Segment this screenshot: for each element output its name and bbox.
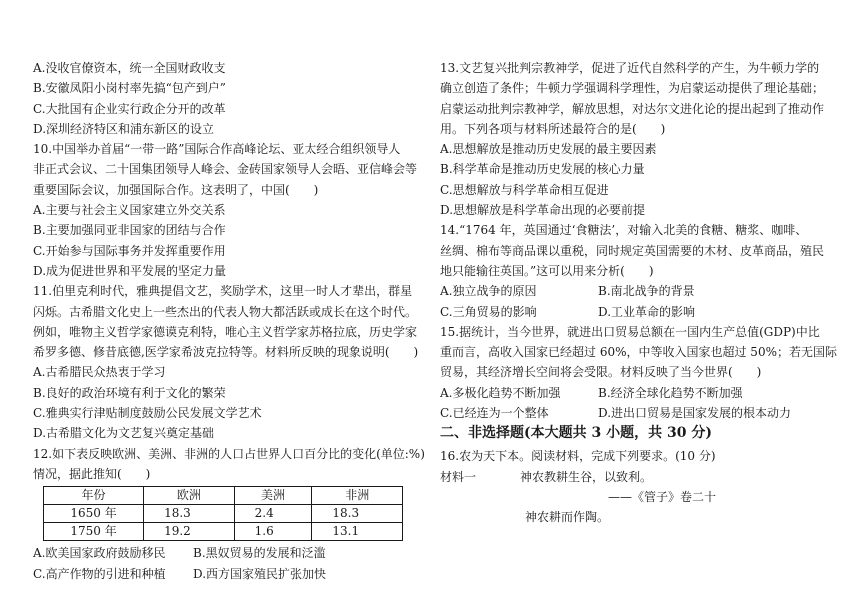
q12-option-d: D.西方国家殖民扩张加快 bbox=[193, 566, 327, 581]
q14-stem-line: 丝绸、棉布等商品课以重税，同时规定英国需要的木材、皮革商品，殖民 bbox=[440, 243, 825, 258]
material-quote-2: 神农耕而作陶。 bbox=[525, 509, 610, 524]
table-row bbox=[44, 505, 403, 523]
q11-stem-line: 希罗多德、修昔底德,医学家希波克拉特等。材料所反映的现象说明( ) bbox=[33, 345, 419, 360]
q11-option-a: A.古希腊民众热衷于学习 bbox=[33, 365, 166, 380]
q13-stem-line: 13.文艺复兴批判宗教神学，促进了近代自然科学的产生，为牛顿力学的 bbox=[440, 61, 820, 75]
q12-options-row-2 bbox=[33, 566, 428, 583]
q16-material-1 bbox=[440, 469, 835, 486]
q13-option-a: A.思想解放是推动历史发展的最主要因素 bbox=[440, 142, 657, 157]
q14-option-b: B.南北战争的背景 bbox=[598, 284, 695, 299]
q11-option-d: D.古希腊文化为文艺复兴奠定基础 bbox=[33, 426, 215, 441]
table-header: 欧洲 bbox=[144, 487, 235, 505]
table-cell: 18.3 bbox=[144, 505, 235, 523]
q10-option-d: D.成为促进世界和平发展的坚定力量 bbox=[33, 263, 227, 278]
q10-stem bbox=[33, 141, 428, 199]
right-column bbox=[440, 60, 835, 526]
q12-stem-line: 12.如下表反映欧洲、美洲、非洲的人口占世界人口百分比的变化(单位:%) bbox=[33, 446, 425, 461]
q11-stem-line: 11.伯里克利时代，雅典提倡文艺，奖励学术，这里一时人才辈出，群星 bbox=[33, 284, 413, 299]
q12-option-c: C.高产作物的引进和种植 bbox=[33, 566, 166, 581]
q15-option-c: C.已经连为一个整体 bbox=[440, 406, 549, 421]
q10-stem-line: 重要国际会议，加强国际合作。这表明了，中国( ) bbox=[33, 182, 319, 197]
q15-stem-line: 15.据统计，当今世界，就进出口贸易总额在一国内生产总值(GDP)中比 bbox=[440, 324, 820, 339]
q12-option-a: A.欧美国家政府鼓励移民 bbox=[33, 546, 166, 561]
q15-option-b: B.经济全球化趋势不断加强 bbox=[598, 385, 743, 400]
q14-option-a: A.独立战争的原因 bbox=[440, 284, 537, 299]
q13-stem-line: 确立创造了条件；牛顿力学强调科学理性，为启蒙运动提供了理论基础； bbox=[440, 81, 825, 96]
q14-stem bbox=[440, 222, 835, 280]
q9-option-b: B.安徽凤阳小岗村率先搞“包产到户” bbox=[33, 81, 226, 96]
q10-option-a: A.主要与社会主义国家建立外交关系 bbox=[33, 203, 226, 218]
left-column bbox=[33, 60, 428, 586]
q10-option-b: B.主要加强同亚非国家的团结与合作 bbox=[33, 223, 226, 238]
material-label: 材料一 bbox=[440, 469, 477, 484]
q13-stem-line: 启蒙运动批判宗教神学，解放思想，对达尔文进化论的提出起到了推动作 bbox=[440, 101, 825, 116]
q10-stem-line: 10.中国举办首届“一带一路”国际合作高峰论坛、亚太经合组织领导人 bbox=[33, 142, 401, 157]
table-cell: 13.1 bbox=[312, 523, 403, 541]
table-header: 年份 bbox=[44, 487, 144, 505]
q15-stem-line: 贸易，其经济增长空间将会受限。材料反映了当今世界( ) bbox=[440, 365, 762, 380]
q15-options-row-2 bbox=[440, 405, 835, 422]
q12-stem bbox=[33, 446, 428, 483]
material-quote: 神农教耕生谷，以致利。 bbox=[520, 469, 653, 484]
q9-option-c: C.大批国有企业实行政企分开的改革 bbox=[33, 101, 226, 116]
q15-stem bbox=[440, 324, 835, 382]
q14-stem-line: 14.“1764 年，英国通过‘食糖法’，对输入北美的食糖、糖浆、咖啡、 bbox=[440, 223, 808, 238]
q15-stem-line: 重而言，高收入国家已经超过 60%，中等收入国家也超过 50%；若无国际 bbox=[440, 345, 837, 360]
q13-option-b: B.科学革命是推动历史发展的核心力量 bbox=[440, 162, 645, 177]
quote-source: ——《管子》卷二十 bbox=[608, 489, 717, 504]
q15-options-row-1 bbox=[440, 385, 835, 402]
q10-stem-line: 非正式会议、二十国集团领导人峰会、金砖国家领导人会晤、亚信峰会等 bbox=[33, 162, 418, 177]
population-table bbox=[43, 486, 403, 541]
q11-option-b: B.良好的政治环境有利于文化的繁荣 bbox=[33, 385, 226, 400]
q14-options-row-1 bbox=[440, 283, 835, 300]
table-row bbox=[44, 523, 403, 541]
q16-stem: 16.农为天下本。阅读材料，完成下列要求。(10 分) bbox=[440, 449, 716, 464]
table-cell: 1650 年 bbox=[44, 505, 144, 523]
q9-option-a: A.没收官僚资本，统一全国财政收支 bbox=[33, 61, 226, 75]
q12-options-row-1 bbox=[33, 545, 428, 562]
table-cell: 18.3 bbox=[312, 505, 403, 523]
q13-stem-line: 用。下列各项与材料所述最符合的是( ) bbox=[440, 121, 666, 136]
q13-option-c: C.思想解放与科学革命相互促进 bbox=[440, 182, 609, 197]
q14-stem-line: 地只能输往英国。”这可以用来分析( ) bbox=[440, 263, 654, 278]
table-header: 美洲 bbox=[234, 487, 312, 505]
q11-stem-line: 例如，唯物主义哲学家德谟克利特，唯心主义哲学家苏格拉底，历史学家 bbox=[33, 324, 418, 339]
table-cell: 2.4 bbox=[234, 505, 312, 523]
q11-stem-line: 闪烁。古希腊文化史上一些杰出的代表人物大都活跃或成长在这个时代。 bbox=[33, 304, 418, 319]
q11-option-c: C.雅典实行津贴制度鼓励公民发展文学艺术 bbox=[33, 406, 262, 421]
q14-option-c: C.三角贸易的影响 bbox=[440, 304, 537, 319]
q14-option-d: D.工业革命的影响 bbox=[598, 304, 696, 319]
q13-option-d: D.思想解放是科学革命出现的必要前提 bbox=[440, 203, 646, 218]
table-cell: 1750 年 bbox=[44, 523, 144, 541]
q11-stem bbox=[33, 283, 428, 361]
q15-option-a: A.多极化趋势不断加强 bbox=[440, 385, 561, 400]
q12-stem-line: 情况，据此推知( ) bbox=[33, 466, 151, 481]
table-header: 非洲 bbox=[312, 487, 403, 505]
table-header-row bbox=[44, 487, 403, 505]
table-cell: 19.2 bbox=[144, 523, 235, 541]
q10-option-c: C.开始参与国际事务并发挥重要作用 bbox=[33, 243, 226, 258]
q15-option-d: D.进出口贸易是国家发展的根本动力 bbox=[598, 406, 792, 421]
section-2-title: 二、非选择题(本大题共 3 小题，共 30 分) bbox=[440, 425, 712, 442]
q14-options-row-2 bbox=[440, 304, 835, 321]
q9-option-d: D.深圳经济特区和浦东新区的设立 bbox=[33, 121, 215, 136]
q13-stem bbox=[440, 60, 835, 138]
table-cell: 1.6 bbox=[234, 523, 312, 541]
q12-option-b: B.黑奴贸易的发展和泛滥 bbox=[193, 546, 326, 561]
